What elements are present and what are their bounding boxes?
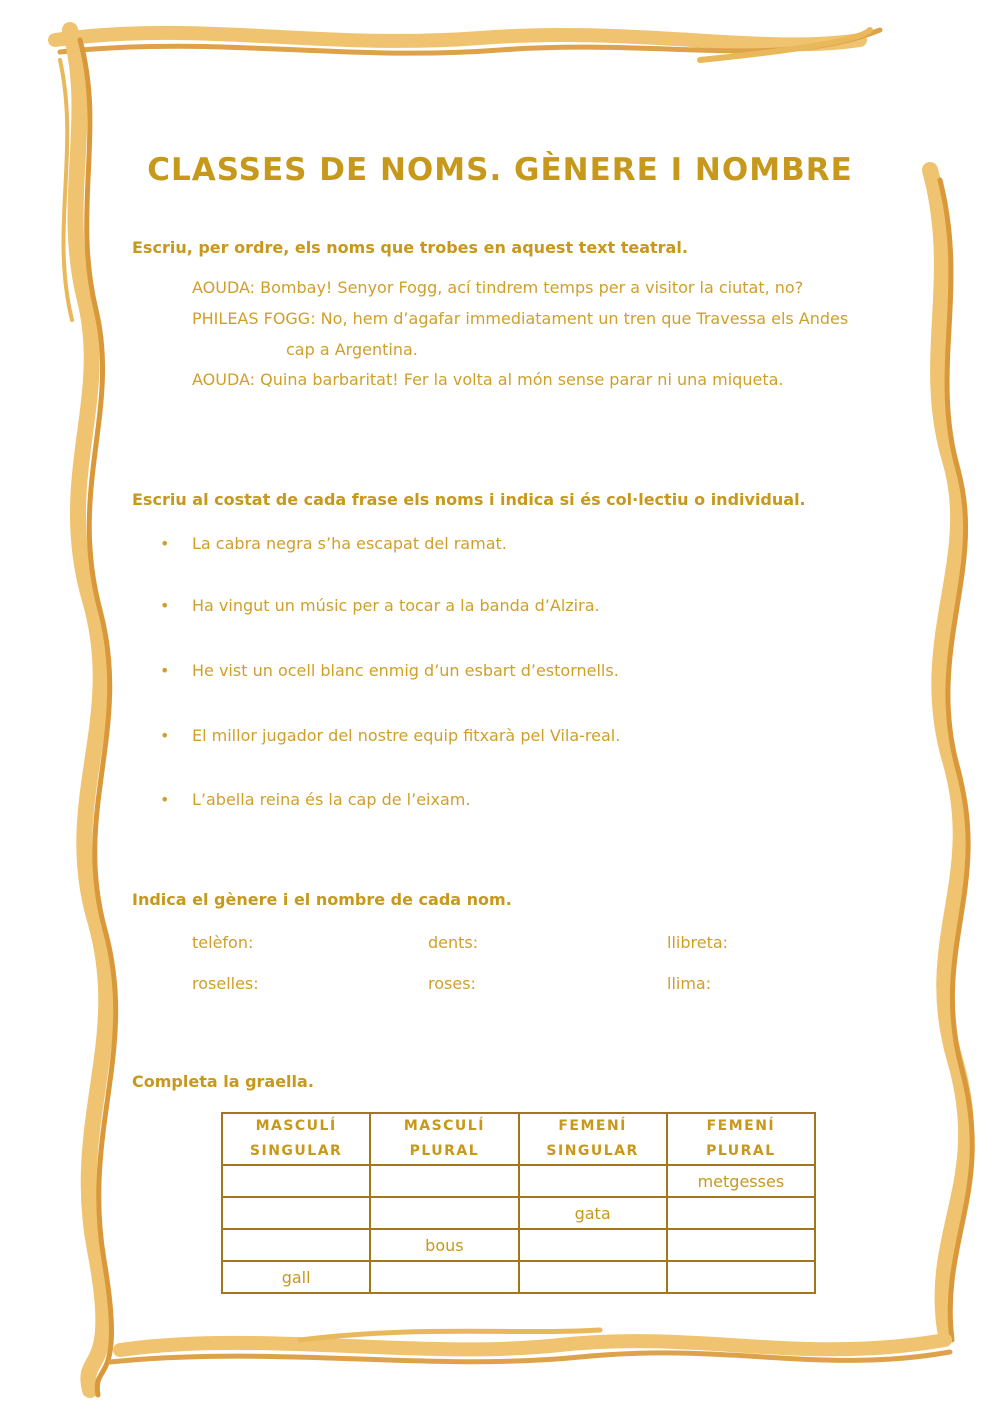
table-cell[interactable]	[370, 1261, 518, 1293]
sentence-text: El millor jugador del nostre equip fitxarà pel Vila-real.	[192, 726, 621, 745]
table-row	[222, 1261, 815, 1293]
section2-heading: Escriu al costat de cada frase els noms i indica si és col·lectiu o individual.	[132, 490, 806, 509]
section4-heading: Completa la graella.	[132, 1072, 314, 1091]
bullet: •	[160, 534, 170, 553]
sentence-text: L’abella reina és la cap de l’eixam.	[192, 790, 471, 809]
table-cell: metgesses	[667, 1165, 815, 1197]
sentence-text: Ha vingut un músic per a tocar a la banda d’Alzira.	[192, 596, 600, 615]
table-cell[interactable]	[667, 1197, 815, 1229]
dialog-line-1: AOUDA: Bombay! Senyor Fogg, ací tindrem temps per a visitor la ciutat, no?	[192, 278, 804, 297]
table-cell[interactable]	[519, 1165, 667, 1197]
table-cell[interactable]	[519, 1261, 667, 1293]
list-item	[160, 661, 619, 680]
sentence-text: La cabra negra s’ha escapat del ramat.	[192, 534, 507, 553]
table-header-row	[222, 1113, 815, 1165]
word-label: telèfon:	[192, 933, 254, 952]
header-feminine-plural: FEMENÍ PLURAL	[667, 1113, 815, 1165]
noun-grid-table	[221, 1112, 816, 1294]
bullet: •	[160, 661, 170, 680]
list-item	[160, 726, 620, 745]
table-cell: gata	[519, 1197, 667, 1229]
list-item	[160, 790, 470, 809]
word-label: llima:	[667, 974, 712, 993]
word-label: roselles:	[192, 974, 259, 993]
bullet: •	[160, 726, 170, 745]
word-label: dents:	[428, 933, 479, 952]
dialog-line-4: AOUDA: Quina barbaritat! Fer la volta al món sense parar ni una miqueta.	[192, 370, 784, 389]
table-cell[interactable]	[667, 1229, 815, 1261]
page-title: CLASSES DE NOMS. GÈNERE I NOMBRE	[147, 152, 853, 188]
header-masculine-plural: MASCULÍ PLURAL	[370, 1113, 518, 1165]
table-cell[interactable]	[222, 1165, 370, 1197]
bullet: •	[160, 790, 170, 809]
table-cell: bous	[370, 1229, 518, 1261]
section1-heading: Escriu, per ordre, els noms que trobes en aquest text teatral.	[132, 238, 688, 257]
list-item	[160, 534, 507, 553]
dialog-line-2: PHILEAS FOGG: No, hem d’agafar immediatament un tren que Travessa els Andes	[192, 309, 849, 328]
header-masculine-singular: MASCULÍ SINGULAR	[222, 1113, 370, 1165]
table-cell[interactable]	[667, 1261, 815, 1293]
sentence-text: He vist un ocell blanc enmig d’un esbart d’estornells.	[192, 661, 619, 680]
table-cell[interactable]	[222, 1197, 370, 1229]
table-cell[interactable]	[222, 1229, 370, 1261]
section3-heading: Indica el gènere i el nombre de cada nom.	[132, 890, 512, 909]
list-item	[160, 596, 600, 615]
bullet: •	[160, 596, 170, 615]
table-row	[222, 1165, 815, 1197]
table-cell: gall	[222, 1261, 370, 1293]
table-row	[222, 1229, 815, 1261]
table-row	[222, 1197, 815, 1229]
header-feminine-singular: FEMENÍ SINGULAR	[519, 1113, 667, 1165]
table-cell[interactable]	[519, 1229, 667, 1261]
dialog-line-3: cap a Argentina.	[286, 340, 418, 359]
table-cell[interactable]	[370, 1165, 518, 1197]
word-label: llibreta:	[667, 933, 729, 952]
table-cell[interactable]	[370, 1197, 518, 1229]
word-label: roses:	[428, 974, 476, 993]
